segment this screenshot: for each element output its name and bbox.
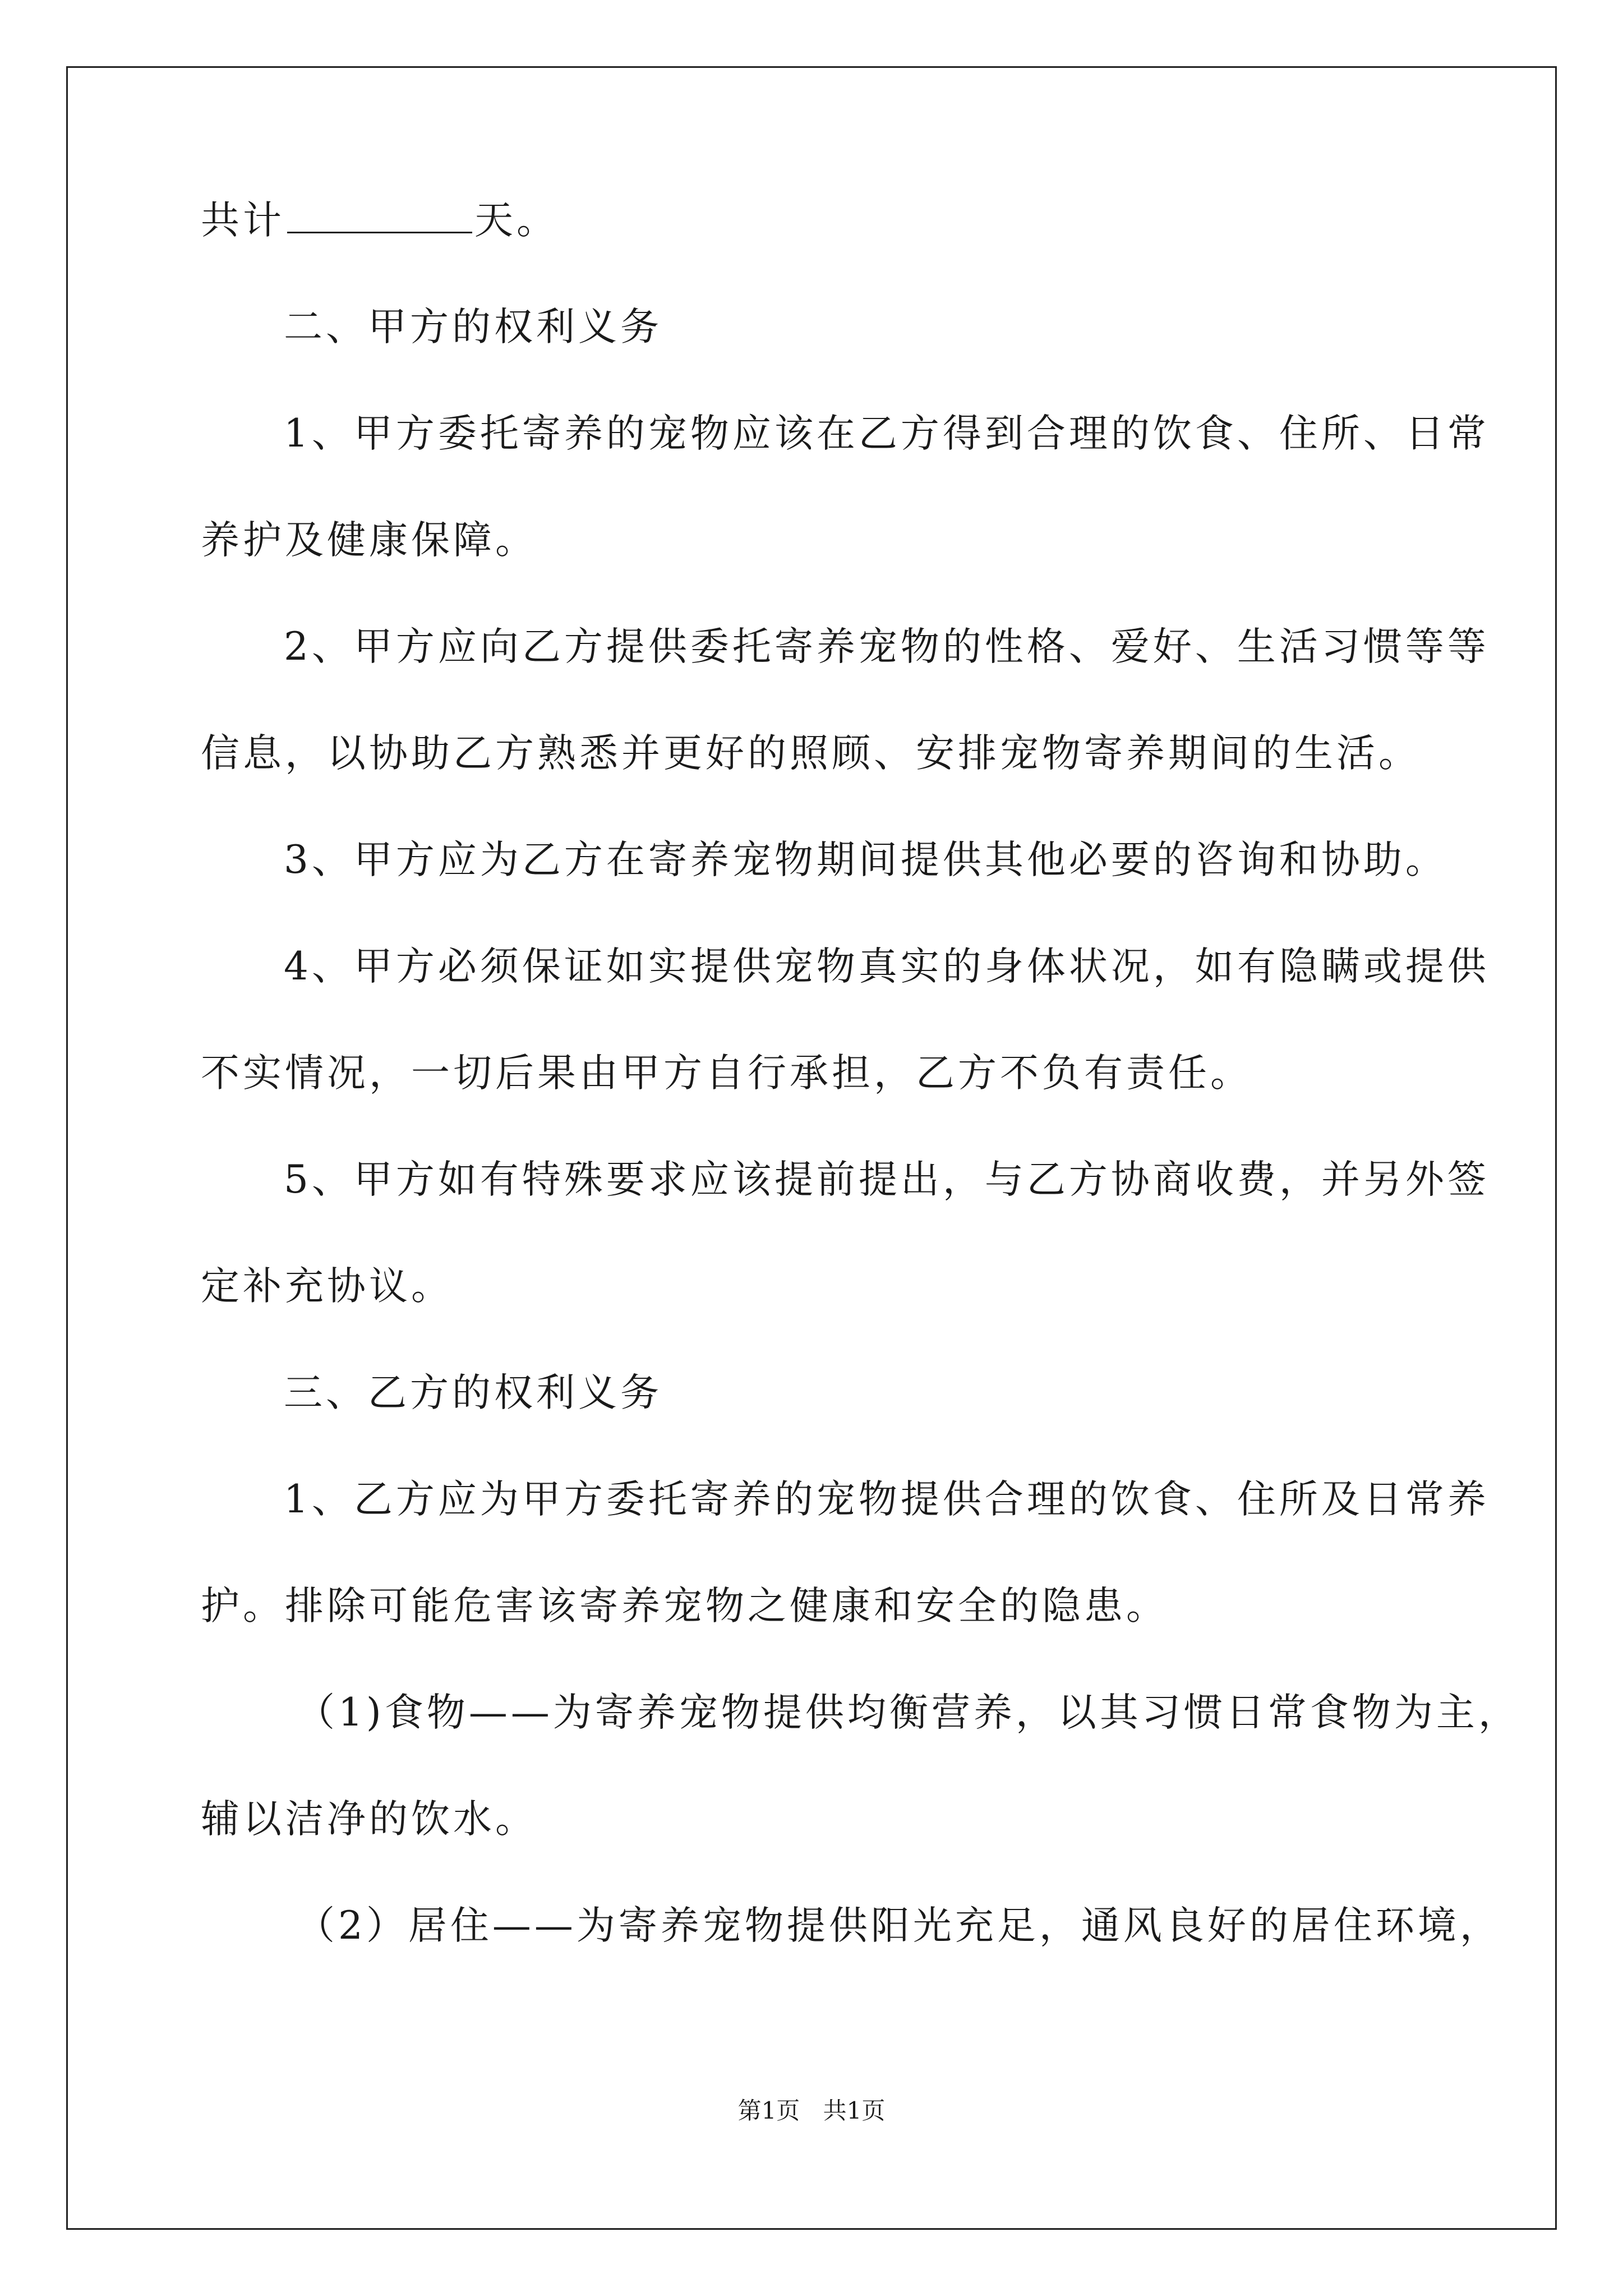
paragraph-line: 3、甲方应为乙方在寄养宠物期间提供其他必要的咨询和协助。: [284, 838, 1447, 882]
paragraph-line: 1、甲方委托寄养的宠物应该在乙方得到合理的饮食、住所、日常: [284, 411, 1490, 456]
total-days-suffix: 天。: [474, 198, 559, 243]
paragraph-line: （1)食物——为寄养宠物提供均衡营养，以其习惯日常食物为主，: [296, 1690, 1520, 1735]
total-days-line: [201, 195, 559, 246]
paragraph-line: 5、甲方如有特殊要求应该提前提出，与乙方协商收费，并另外签: [284, 1157, 1490, 1202]
section-heading-party-a: 二、甲方的权利义务: [284, 305, 662, 349]
paragraph-line: 辅以洁净的饮水。: [201, 1797, 537, 1842]
page-total: 共1页: [823, 2097, 886, 2124]
paragraph-line: 信息，以协助乙方熟悉并更好的照顾、安排宠物寄养期间的生活。: [201, 731, 1421, 776]
paragraph-line: 养护及健康保障。: [201, 518, 537, 563]
total-days-prefix: 共计: [201, 198, 285, 243]
section-heading-party-b: 三、乙方的权利义务: [284, 1370, 662, 1415]
paragraph-line: 定补充协议。: [201, 1264, 453, 1309]
page-footer: [0, 2092, 1623, 2126]
paragraph-line: 1、乙方应为甲方委托寄养的宠物提供合理的饮食、住所及日常养: [284, 1477, 1490, 1522]
days-blank-field: [287, 198, 472, 233]
paragraph-line: 2、甲方应向乙方提供委托寄养宠物的性格、爱好、生活习惯等等: [284, 624, 1490, 669]
paragraph-line: 4、甲方必须保证如实提供宠物真实的身体状况，如有隐瞒或提供: [284, 944, 1490, 989]
paragraph-line: 护。排除可能危害该寄养宠物之健康和安全的隐患。: [201, 1584, 1168, 1628]
page-number: 第1页: [737, 2097, 800, 2124]
paragraph-line: （2）居住——为寄养宠物提供阳光充足，通风良好的居住环境，: [296, 1903, 1502, 1948]
paragraph-line: 不实情况，一切后果由甲方自行承担，乙方不负有责任。: [201, 1051, 1252, 1096]
